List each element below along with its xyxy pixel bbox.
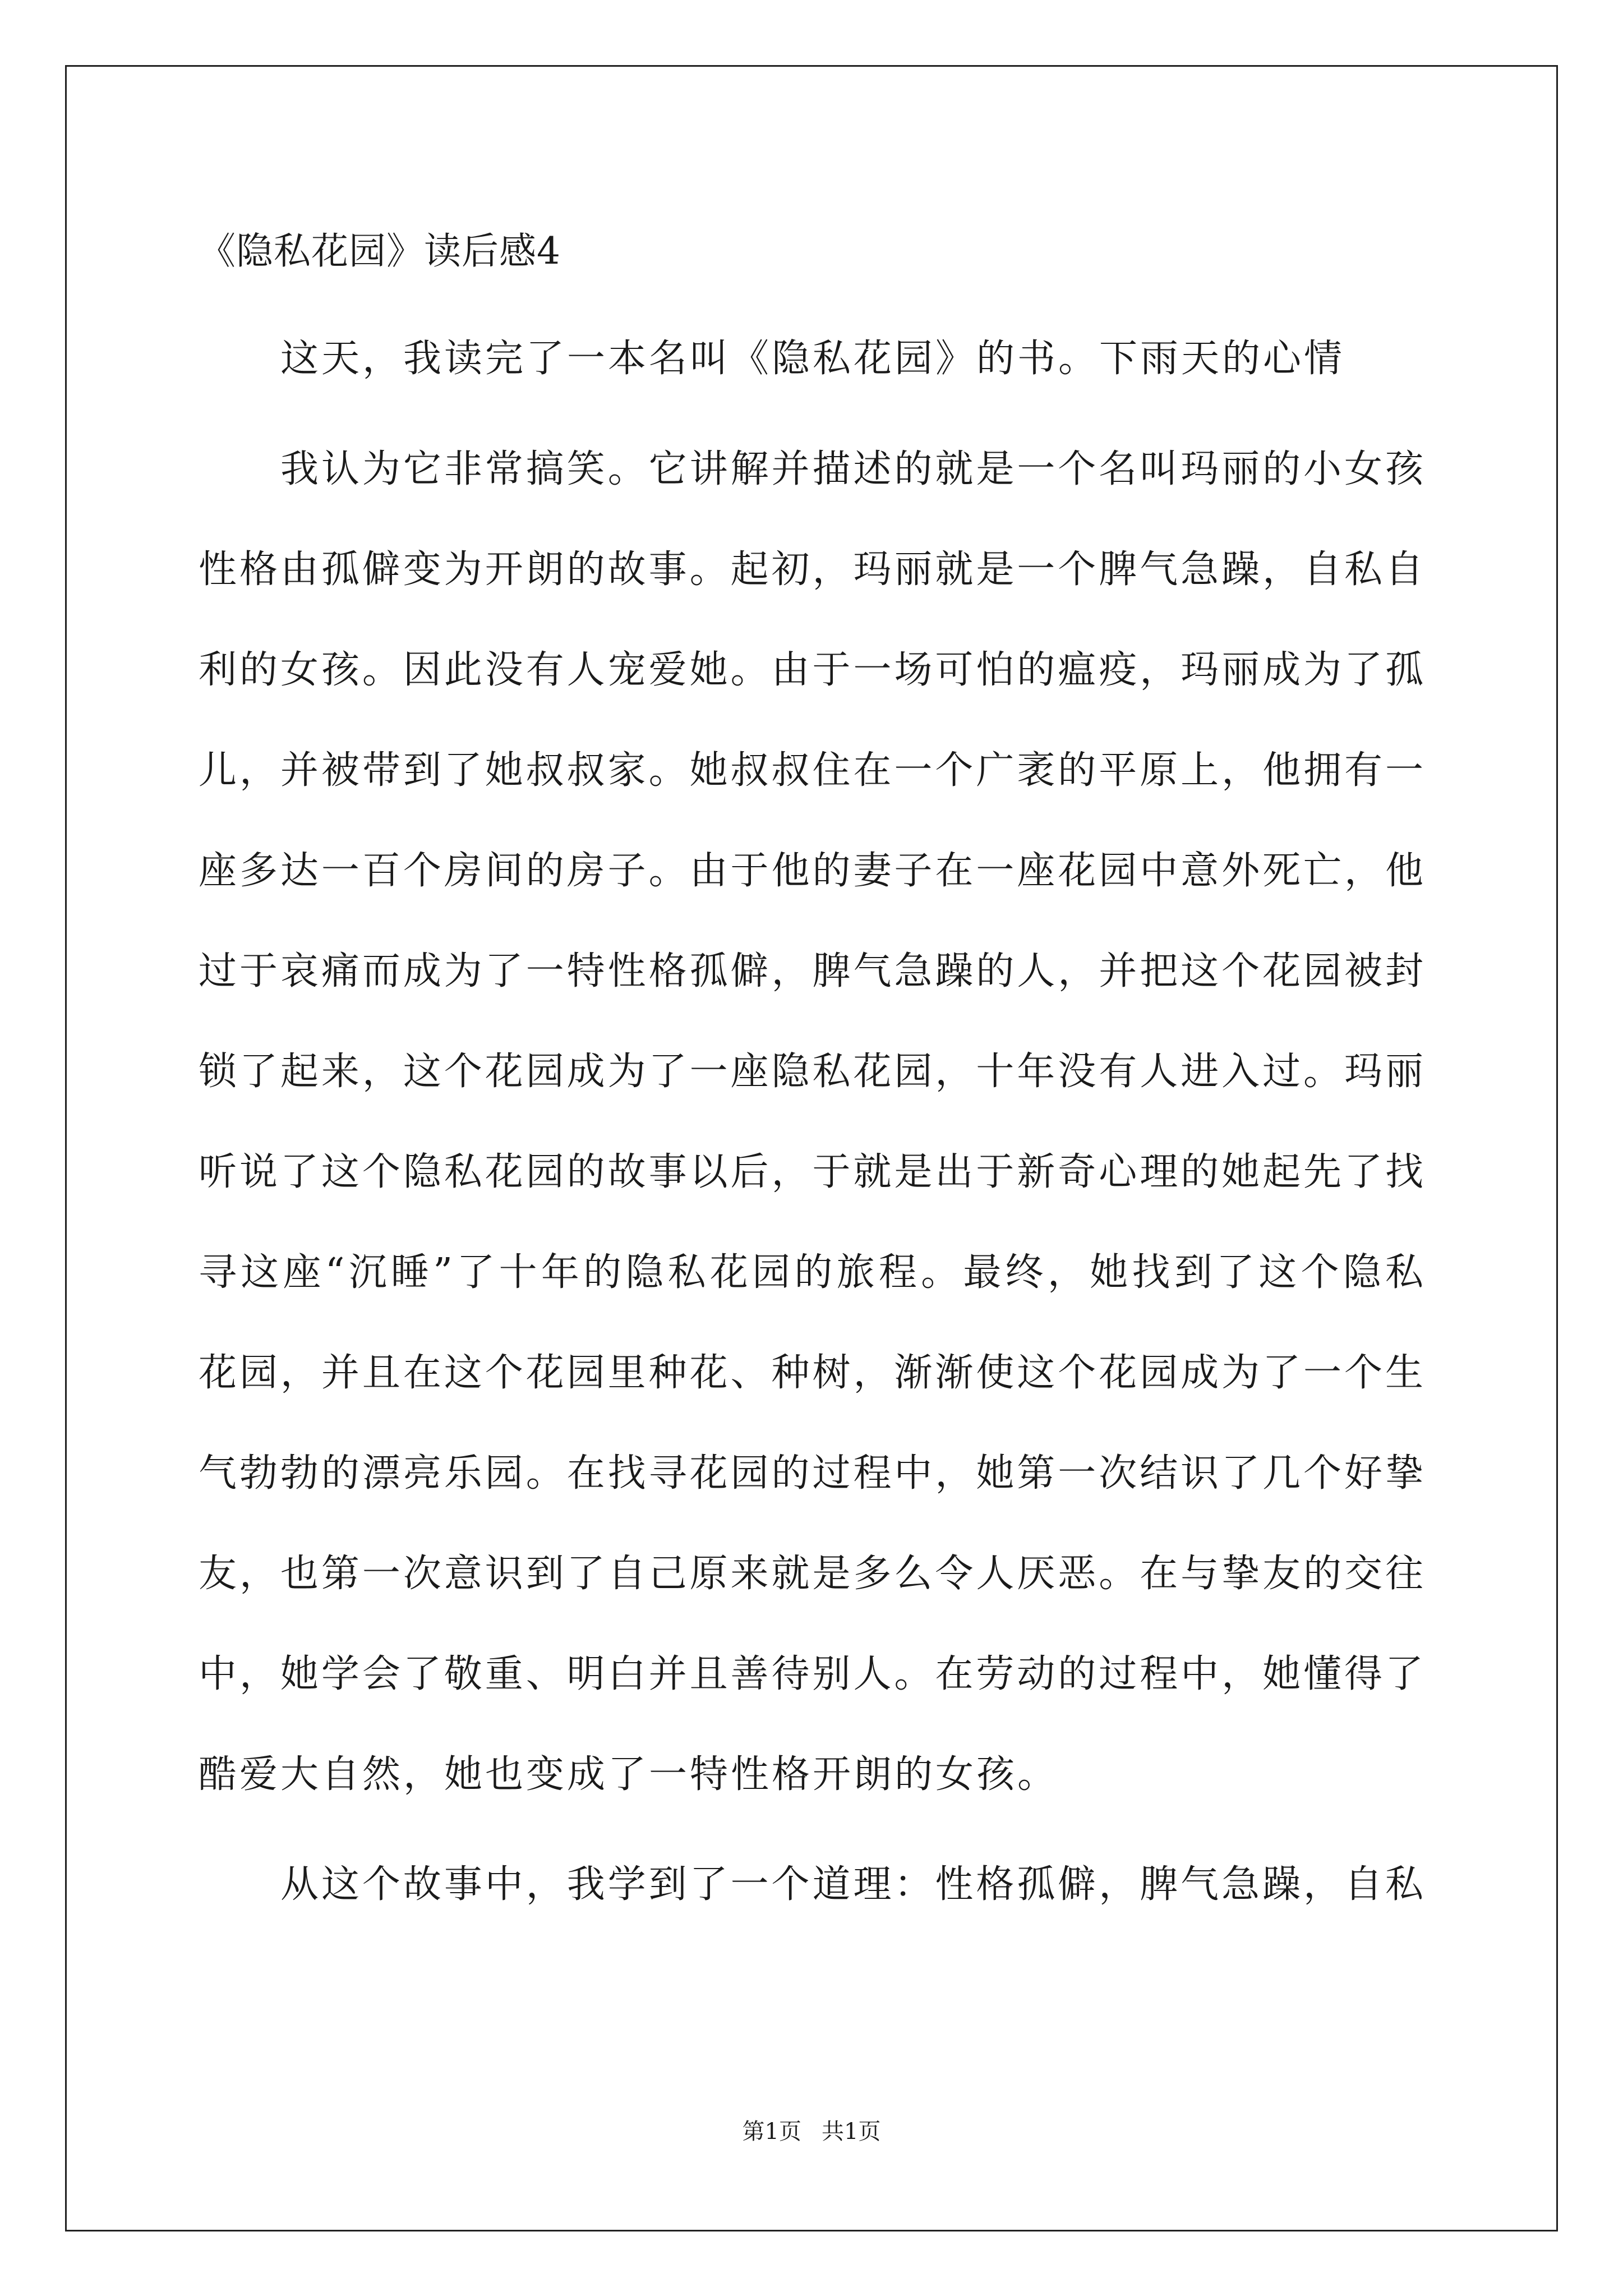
paragraph-line: 儿，并被带到了她叔叔家。她叔叔住在一个广袤的平原上，他拥有一 [199,748,1423,793]
paragraph-line: 听说了这个隐私花园的故事以后，于就是出于新奇心理的她起先了找 [199,1150,1423,1194]
paragraph-line: 花园，并且在这个花园里种花、种树，渐渐使这个花园成为了一个生 [199,1351,1423,1395]
paragraph-line: 从这个故事中，我学到了一个道理：性格孤僻，脾气急躁，自私 [280,1862,1423,1907]
page-footer [0,2115,1623,2148]
paragraph-line: 酷爱大自然，她也变成了一特性格开朗的女孩。 [199,1752,1059,1797]
paragraph-line: 友，也第一次意识到了自己原来就是多么令人厌恶。在与挚友的交往 [199,1552,1423,1596]
paragraph-line: 座多达一百个房间的房子。由于他的妻子在一座花园中意外死亡，他 [199,849,1423,893]
paragraph-line: 寻这座“沉睡”了十年的隐私花园的旅程。最终，她找到了这个隐私 [199,1250,1423,1295]
paragraph-line: 我认为它非常搞笑。它讲解并描述的就是一个名叫玛丽的小女孩 [280,447,1423,491]
paragraph-line: 过于哀痛而成为了一特性格孤僻，脾气急躁的人，并把这个花园被封 [199,949,1423,993]
paragraph-line: 气勃勃的漂亮乐园。在找寻花园的过程中，她第一次结识了几个好挚 [199,1451,1423,1496]
paragraph-line: 中，她学会了敬重、明白并且善待别人。在劳动的过程中，她懂得了 [199,1652,1423,1696]
paragraph-line: 利的女孩。因此没有人宠爱她。由于一场可怕的瘟疫，玛丽成为了孤 [199,648,1423,692]
page-total: 共1页 [822,2119,881,2145]
paragraph-line: 性格由孤僻变为开朗的故事。起初，玛丽就是一个脾气急躁，自私自 [199,547,1423,592]
page-number: 第1页 [742,2119,801,2145]
document-title: 《隐私花园》读后感4 [199,229,561,273]
paragraph-line: 锁了起来，这个花园成为了一座隐私花园，十年没有人进入过。玛丽 [199,1050,1423,1094]
paragraph-line: 这天，我读完了一本名叫《隐私花园》的书。下雨天的心情 [280,337,1345,381]
